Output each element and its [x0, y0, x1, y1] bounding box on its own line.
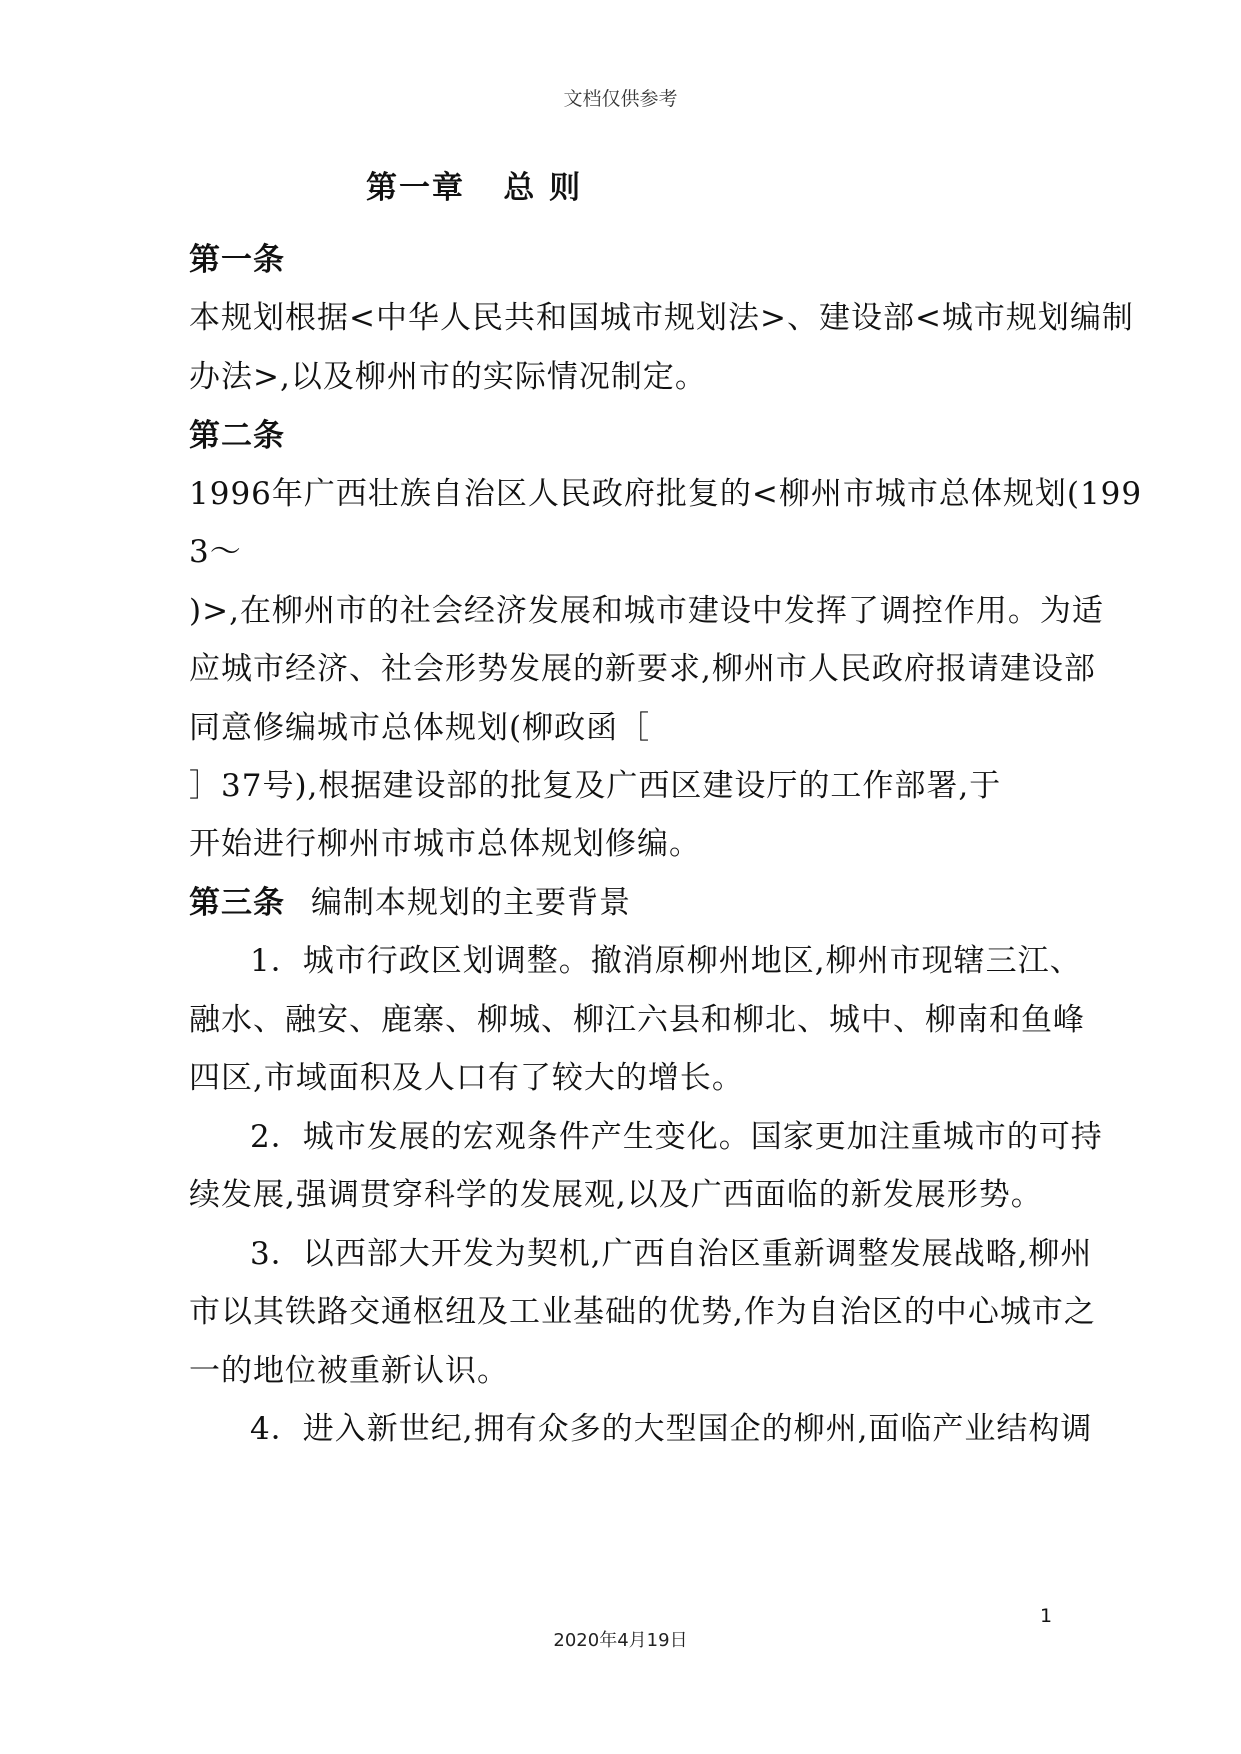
- page-header: 文档仅供参考: [563, 88, 678, 110]
- item-4-line-1: 4．进入新世纪,拥有众多的大型国企的柳州,面临产业结构调: [250, 1411, 1093, 1447]
- item-3-line-1: 3．以西部大开发为契机,广西自治区重新调整发展战略,柳州: [250, 1236, 1093, 1272]
- chapter-title: 第一章 总 则: [366, 170, 583, 206]
- page-number: 1: [1040, 1605, 1053, 1627]
- item-2-line-2: 续发展,强调贯穿科学的发展观,以及广西面临的新发展形势。: [189, 1177, 1043, 1213]
- article-3-heading-row: [189, 877, 631, 922]
- article-2-line-7: 开始进行柳州市城市总体规划修编。: [189, 826, 701, 862]
- article-2-heading: 第二条: [189, 418, 285, 454]
- article-2-line-2: 3～: [189, 534, 242, 570]
- item-1-line-2: 融水、融安、鹿寨、柳城、柳江六县和柳北、城中、柳南和鱼峰: [189, 1002, 1085, 1038]
- article-3-heading: 第三条: [189, 885, 285, 921]
- page-footer-date: 2020年4月19日: [553, 1630, 688, 1651]
- item-1-line-3: 四区,市域面积及人口有了较大的增长。: [189, 1060, 744, 1096]
- article-2-line-4: 应城市经济、社会形势发展的新要求,柳州市人民政府报请建设部: [189, 651, 1096, 687]
- article-2-line-3: )>,在柳州市的社会经济发展和城市建设中发挥了调控作用。为适: [189, 593, 1104, 629]
- article-3-subtitle: 编制本规划的主要背景: [311, 885, 631, 921]
- item-3-line-3: 一的地位被重新认识。: [189, 1353, 509, 1389]
- article-1-heading: 第一条: [189, 242, 285, 278]
- item-2-line-1: 2．城市发展的宏观条件产生变化。国家更加注重城市的可持: [250, 1119, 1103, 1155]
- item-3-line-2: 市以其铁路交通枢纽及工业基础的优势,作为自治区的中心城市之: [189, 1294, 1096, 1330]
- article-2-line-6: ］37号),根据建设部的批复及广西区建设厅的工作部署,于: [189, 768, 1002, 804]
- article-2-line-1: 1996年广西壮族自治区人民政府批复的<柳州市城市总体规划(199: [189, 476, 1143, 512]
- item-1-line-1: 1．城市行政区划调整。撤消原柳州地区,柳州市现辖三江、: [250, 943, 1082, 979]
- article-2-line-5: 同意修编城市总体规划(柳政函［: [189, 710, 651, 746]
- article-1-line-1: 本规划根据<中华人民共和国城市规划法>、建设部<城市规划编制: [189, 300, 1134, 336]
- article-1-line-2: 办法>,以及柳州市的实际情况制定。: [189, 359, 707, 395]
